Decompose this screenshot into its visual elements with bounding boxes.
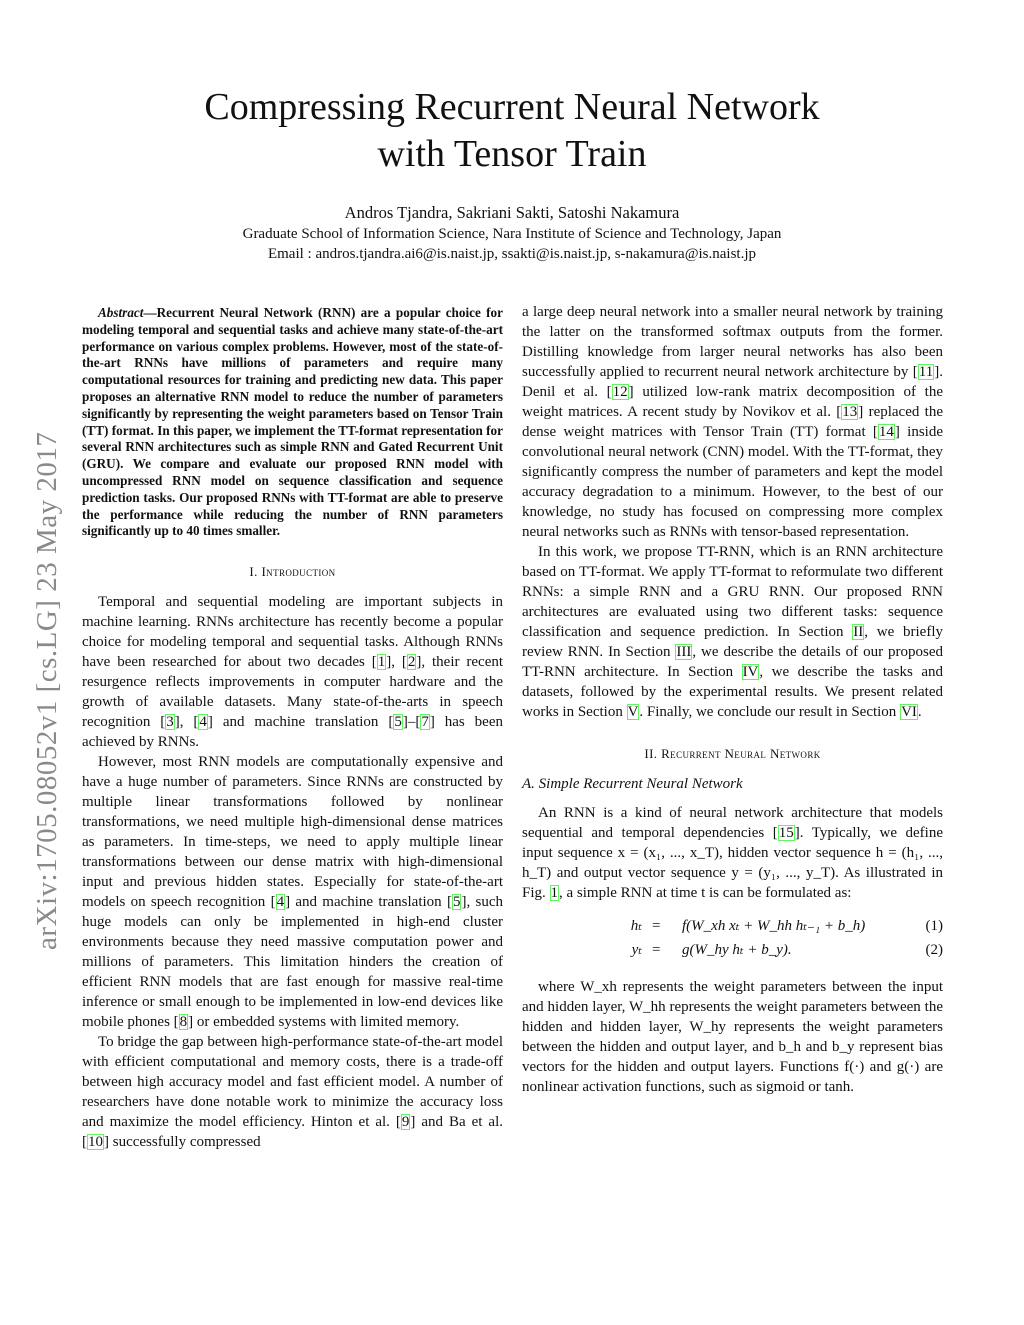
citation-link[interactable]: 8 [179, 1014, 188, 1031]
equation-rhs: g(W_hy hₜ + b_y). [682, 942, 792, 958]
section-heading-introduction: I. Introduction [249, 564, 336, 580]
citation-link[interactable]: 4 [276, 894, 285, 911]
left-column [82, 302, 503, 1152]
citation-link[interactable]: 5 [452, 894, 461, 911]
equation-2 [522, 940, 943, 962]
section-ref-link[interactable]: IV [742, 664, 759, 680]
email-line: Email : andros.tjandra.ai6@is.naist.jp, ssakti@is.naist.jp, s-nakamura@is.naist.jp [267, 246, 757, 262]
affiliation-block [0, 224, 1024, 264]
intro-paragraph-3: To bridge the gap between high-performance state-of-the-art model with efficient computational and memory costs, there is a trade-off between high accuracy model and fast efficient model. A number of researchers have done notable work to minimize the accuracy loss and maximize the model efficiency. Hinton et al. [9] and Ba et al. [10] successfully compressed [82, 1034, 503, 1151]
figure-ref-link[interactable]: 1 [550, 885, 559, 901]
equation-number: (1) [925, 918, 943, 934]
intro-paragraph-4: In this work, we propose TT-RNN, which is an RNN architecture based on TT-format. We apply TT-format to reformulate two different RNNs: a simple RNN and a GRU RNN. Our proposed RNN architectures are evaluated using two different tasks: sequence classification and sequence prediction. In Section II, we briefly review RNN. In Section III, we describe the details of our proposed TT-RNN architecture. In Section IV, we describe the tasks and datasets, followed by the experimental results. We present related works in Section V. Finally, we conclude our result in Section VI. [522, 544, 943, 720]
hidden-sequence-def: h = (h₁, ..., h_T) [522, 845, 943, 881]
intro-paragraph-2: However, most RNN models are computationally expensive and have a huge number of parameters. Since RNNs are constructed by multiple linear transformations followed by nonlinear transformations, we need multiple high-dimensional dense matrices as parameters. In time-steps, we need to apply multiple linear transformations between our dense matrix with high-dimensional input and previous hidden states. Especially for state-of-the-art models on speech recognition [4] and machine translation [5], such huge models can only be implemented in high-end cluster environments because they need massive computation power and millions of parameters. This limitation hinders the creation of efficient RNN models that are fast enough for massive real-time inference or small enough to be implemented in low-end devices like mobile phones [8] or embedded systems with limited memory. [82, 754, 503, 1031]
section-ref-link[interactable]: III [676, 644, 692, 660]
equation-rhs: f(W_xh xₜ + W_hh hₜ₋₁ + b_h) [682, 918, 866, 934]
equation-block [522, 916, 943, 962]
subsection-heading-simple-rnn: A. Simple Recurrent Neural Network [522, 776, 743, 792]
output-sequence-def: y = (y₁, ..., y_T) [731, 865, 836, 881]
citation-link[interactable]: 3 [166, 714, 174, 731]
title-line-1: Compressing Recurrent Neural Network [204, 86, 820, 128]
section-ref-link[interactable]: VI [901, 704, 917, 720]
equation-lhs: yₜ [631, 942, 642, 958]
equation-lhs: hₜ [630, 918, 642, 934]
citation-link[interactable]: 2 [407, 654, 416, 671]
equation-operator: = [652, 942, 661, 958]
equation-operator: = [652, 918, 661, 934]
intro-paragraph-3-continued: a large deep neural network into a smaller neural network by training the latter on the transformed softmax outputs from the former. Distilling knowledge from larger neural networks has also been successfully applied to recurrent neural network architecture by [11]. Denil et al. [12] utilized low-rank matrix decomposition of the weight matrices. A recent study by Novikov et al. [13] replaced the dense weight matrices with Tensor Train (TT) format [14] inside convolutional neural network (CNN) model. With the TT-format, they significantly compress the number of parameters and kept the model accuracy degradation to a minimum. However, to the best of our knowledge, no study has focused on compressing more complex neural networks such as RNNs with tensor-based representation. [522, 304, 943, 540]
citation-link[interactable]: 14 [878, 424, 894, 440]
citation-link[interactable]: 12 [612, 384, 628, 400]
citation-link[interactable]: 5 [394, 714, 402, 731]
section-ref-link[interactable]: V [627, 704, 639, 720]
rnn-paragraph-2: where W_xh represents the weight parameters between the input and hidden layer, W_hh represents the weight parameters between the hidden and hidden layer, W_hy represents the weight parameters between the hidden and output layer, and b_h and b_y represent bias vectors for the hidden and output layers. Functions f(·) and g(·) are nonlinear activation functions, such as sigmoid or tanh. [522, 979, 943, 1095]
title-line-2: with Tensor Train [377, 133, 647, 175]
abstract-text: —Recurrent Neural Network (RNN) are a popular choice for modeling temporal and sequential tasks and achieve many state-of-the-art performance on various complex problems. However, most of the state-of-the-art RNNs have millions of parameters and require many computational resources for training and predicting new data. This paper proposes an alternative RNN model to reduce the number of parameters significantly by representing the weight parameters based on Tensor Train (TT) format. In this paper, we implement the TT-format representation for several RNN architectures such as simple RNN and Gated Recurrent Unit (GRU). We compare and evaluate our proposed RNN model with uncompressed RNN model on sequence classification and sequence prediction tasks. Our proposed RNNs with TT-format are able to preserve the performance while reducing the number of RNN parameters significantly up to 40 times smaller. [82, 305, 503, 539]
citation-link[interactable]: 7 [421, 714, 429, 731]
paper-title [0, 84, 1024, 178]
right-column [522, 302, 943, 1097]
citation-link[interactable]: 9 [401, 1114, 410, 1131]
rnn-paragraph-1: An RNN is a kind of neural network architecture that models sequential and temporal dependencies [15]. Typically, we define input sequence x = (x₁, ..., x_T), hidden vector sequence h = (h₁, ..., h_T) and output vector sequence y = (y₁, ..., y_T). As illustrated in Fig. 1, a simple RNN at time t is can be formulated as: [522, 805, 944, 901]
author-list: Andros Tjandra, Sakriani Sakti, Satoshi Nakamura [344, 203, 680, 222]
section-heading-rnn: II. Recurrent Neural Network [644, 746, 821, 761]
equation-1 [522, 916, 943, 938]
section-ref-link[interactable]: II [853, 624, 864, 640]
arxiv-sidebar-stamp: arXiv:1705.08052v1 [cs.LG] 23 May 2017 [31, 431, 63, 950]
citation-link[interactable]: 11 [918, 364, 934, 380]
equation-number: (2) [925, 942, 943, 958]
citation-link[interactable]: 10 [88, 1134, 103, 1151]
citation-link[interactable]: 13 [842, 404, 858, 420]
abstract-label: Abstract [98, 305, 144, 320]
citation-link[interactable]: 1 [377, 654, 386, 671]
citation-link[interactable]: 4 [199, 714, 207, 731]
input-sequence-def: x = (x₁, ..., x_T) [617, 845, 719, 861]
affiliation: Graduate School of Information Science, Nara Institute of Science and Technology, Japan [242, 226, 782, 242]
intro-paragraph-1: Temporal and sequential modeling are important subjects in machine learning. RNNs architecture has recently become a popular choice for modeling temporal and sequential tasks. Although RNNs have been researched for about two decades [1], [2], their recent resurgence reflects improvements in computer hardware and the growth of available datasets. Many state-of-the-arts in speech recognition [3], [4] and machine translation [5]–[7] has been achieved by RNNs. [82, 594, 504, 751]
abstract [82, 305, 503, 540]
citation-link[interactable]: 15 [778, 825, 794, 841]
